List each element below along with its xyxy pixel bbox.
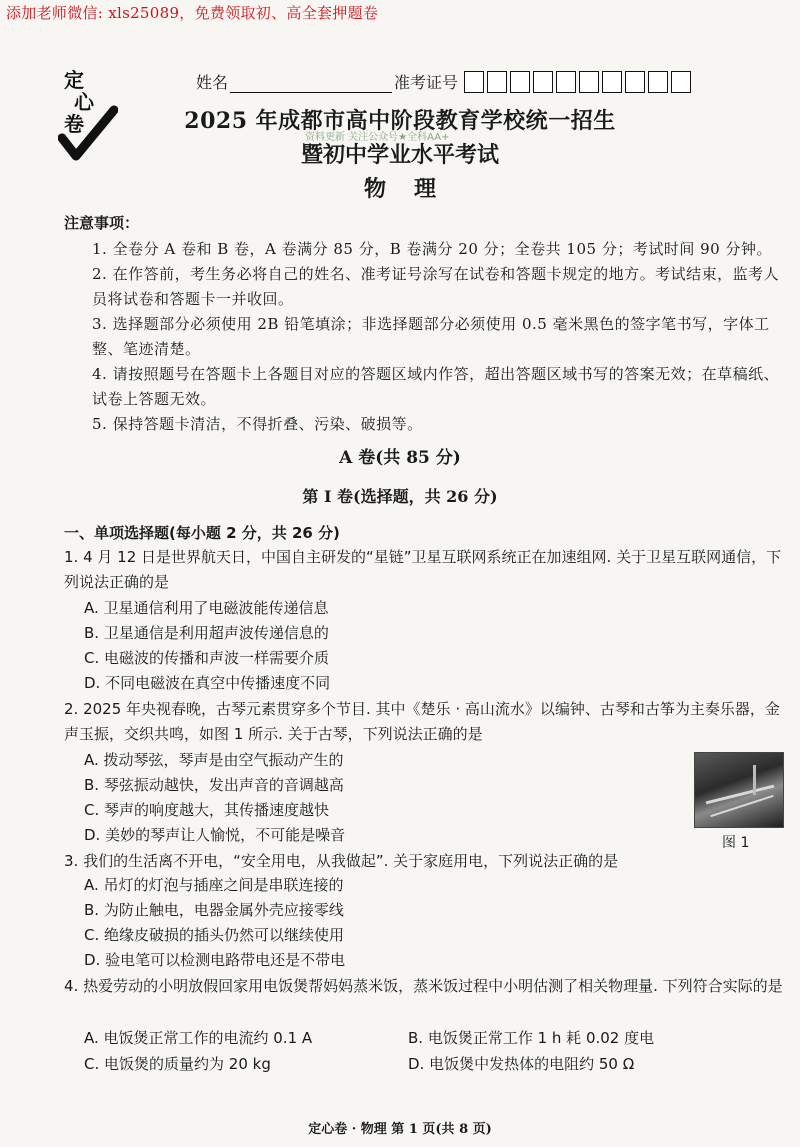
question-option[interactable]: B. 卫星通信是利用超声波传递信息的 — [84, 624, 329, 642]
stamp-char: 卷 — [64, 112, 84, 136]
note-item: 1. 全卷分 A 卷和 B 卷，A 卷满分 85 分，B 卷满分 20 分；全卷共 105 分；考试时间 90 分钟。 — [92, 240, 772, 258]
watermark: 资料更新 关注公众号★全科AA+ — [305, 132, 450, 143]
figure-1-image — [694, 752, 784, 828]
section-a-heading: A 卷(共 85 分) — [339, 448, 461, 468]
stamp-char: 定 — [64, 68, 84, 92]
question-option[interactable]: B. 为防止触电，电器金属外壳应接零线 — [84, 901, 344, 919]
note-item: 2. 在作答前，考生务必将自己的姓名、准考证号涂写在试卷和答题卡规定的地方。考试结束，监考人员将试卷和答题卡一并收回。 — [92, 265, 780, 308]
question-option[interactable]: D. 电饭煲中发热体的电阻约 50 Ω — [408, 1055, 635, 1073]
question-option[interactable]: A. 电饭煲正常工作的电流约 0.1 A — [84, 1029, 313, 1047]
question-option[interactable]: D. 验电笔可以检测电路带电还是不带电 — [84, 951, 346, 969]
notes-heading: 注意事项： — [64, 214, 140, 232]
note-item: 4. 请按照题号在答题卡上各题目对应的答题区域内作答，超出答题区域书写的答案无效；在草稿纸、试卷上答题无效。 — [92, 365, 780, 408]
question-option[interactable]: C. 琴声的响度越大，其传播速度越快 — [84, 801, 330, 819]
exam-id-boxes[interactable] — [464, 71, 694, 93]
note-item: 5. 保持答题卡清洁，不得折叠、污染、破损等。 — [92, 415, 423, 433]
question-option[interactable]: D. 美妙的琴声让人愉悦，不可能是噪音 — [84, 826, 346, 844]
figure-caption: 图 1 — [722, 835, 750, 851]
part-heading: 一、单项选择题(每小题 2 分，共 26 分) — [64, 524, 340, 542]
subject-title: 物理 — [363, 176, 464, 202]
question-option[interactable]: C. 绝缘皮破损的插头仍然可以继续使用 — [84, 926, 345, 944]
question-stem: 3. 我们的生活离不开电，“安全用电，从我做起”. 关于家庭用电，下列说法正确的是 — [64, 852, 619, 870]
question-option[interactable]: B. 电饭煲正常工作 1 h 耗 0.02 度电 — [408, 1029, 655, 1047]
question-option[interactable]: C. 电磁波的传播和声波一样需要介质 — [84, 649, 330, 667]
page-footer: 定心卷 · 物理 第 1 页(共 8 页) — [308, 1122, 492, 1137]
question-option[interactable]: A. 拨动琴弦，琴声是由空气振动产生的 — [84, 751, 344, 769]
candidate-info — [196, 70, 694, 93]
question-option[interactable]: C. 电饭煲的质量约为 20 kg — [84, 1055, 271, 1073]
note-item: 3. 选择题部分必须使用 2B 铅笔填涂；非选择题部分必须使用 0.5 毫米黑色的签字笔书写，字体工整、笔迹清楚。 — [92, 315, 770, 358]
question-option[interactable]: D. 不同电磁波在真空中传播速度不同 — [84, 674, 331, 692]
question-option[interactable]: B. 琴弦振动越快，发出声音的音调越高 — [84, 776, 344, 794]
exam-id-label: 准考证号 — [394, 73, 459, 92]
top-notice: 添加老师微信: xls25089，免费领取初、高全套押题卷 — [6, 4, 379, 22]
question-stem: 1. 4 月 12 日是世界航天日，中国自主研发的“星链”卫星互联网系统正在加速组网. 关于卫星互联网通信，下列说法正确的是 — [64, 548, 782, 591]
exam-title: 2025 年成都市高中阶段教育学校统一招生 — [184, 108, 616, 134]
question-stem: 4. 热爱劳动的小明放假回家用电饭煲帮妈妈蒸米饭，蒸米饭过程中小明估测了相关物理量. 下列符合实际的是 — [64, 977, 783, 995]
name-field[interactable] — [230, 74, 392, 93]
name-label: 姓名 — [196, 73, 229, 92]
question-option[interactable]: A. 卫星通信利用了电磁波能传递信息 — [84, 599, 329, 617]
exam-subtitle: 暨初中学业水平考试 — [300, 142, 499, 168]
stamp-char: 心 — [74, 90, 94, 114]
section-1-heading: 第 Ⅰ 卷(选择题，共 26 分) — [302, 487, 498, 506]
question-option[interactable]: A. 吊灯的灯泡与插座之间是串联连接的 — [84, 876, 344, 894]
question-stem: 2. 2025 年央视春晚，古琴元素贯穿多个节目. 其中《楚乐 · 高山流水》以编钟、古琴和古筝为主奏乐器，金声玉振，交织共鸣，如图 1 所示. 关于古琴，下列说法正确的是 — [64, 700, 780, 743]
